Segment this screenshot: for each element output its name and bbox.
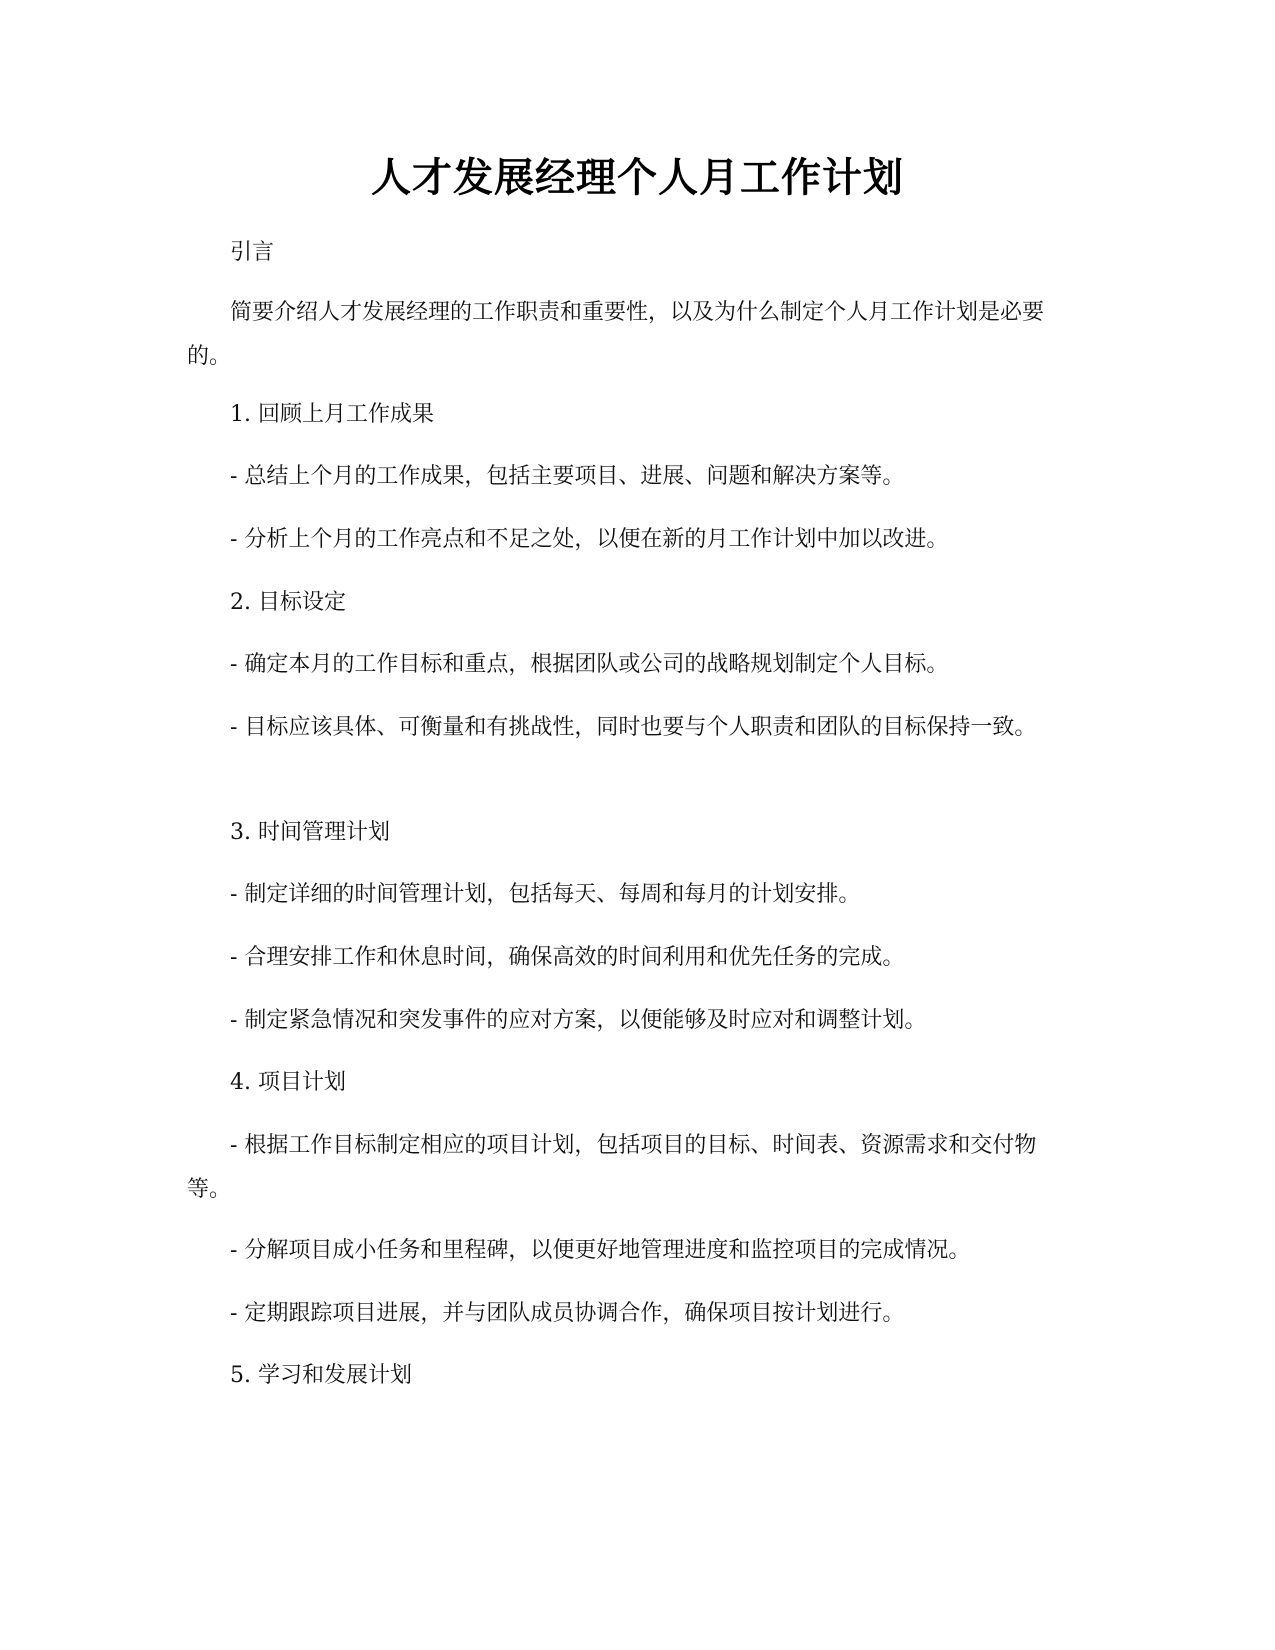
list-item: - 分析上个月的工作亮点和不足之处，以便在新的月工作计划中加以改进。 <box>230 527 949 552</box>
list-item: - 确定本月的工作目标和重点，根据团队或公司的战略规划制定个人目标。 <box>230 652 949 677</box>
list-item: - 分解项目成小任务和里程碑，以便更好地管理进度和监控项目的完成情况。 <box>230 1238 971 1263</box>
list-item: - 制定详细的时间管理计划，包括每天、每周和每月的计划安排。 <box>230 882 861 907</box>
list-item: - 定期跟踪项目进展，并与团队成员协调合作，确保项目按计划进行。 <box>230 1301 905 1326</box>
paragraph-intro-body: 简要介绍人才发展经理的工作职责和重要性，以及为什么制定个人月工作计划是必要的。 <box>187 300 1045 369</box>
list-item: - 制定紧急情况和突发事件的应对方案，以便能够及时应对和调整计划。 <box>230 1008 927 1033</box>
section-heading-5: 5. 学习和发展计划 <box>230 1363 412 1388</box>
paragraph-intro-heading: 引言 <box>230 240 275 265</box>
section-heading-1: 1. 回顾上月工作成果 <box>230 402 434 427</box>
list-item: - 根据工作目标制定相应的项目计划，包括项目的目标、时间表、资源需求和交付物等。 <box>187 1133 1037 1202</box>
list-item: - 总结上个月的工作成果，包括主要项目、进展、问题和解决方案等。 <box>230 464 905 489</box>
section-heading-2: 2. 目标设定 <box>230 590 346 615</box>
section-heading-3: 3. 时间管理计划 <box>230 820 390 845</box>
document-title: 人才发展经理个人月工作计划 <box>371 155 904 201</box>
list-item: - 目标应该具体、可衡量和有挑战性，同时也要与个人职责和团队的目标保持一致。 <box>230 715 1037 740</box>
list-item: - 合理安排工作和休息时间，确保高效的时间利用和优先任务的完成。 <box>230 945 905 970</box>
section-heading-4: 4. 项目计划 <box>230 1070 346 1095</box>
